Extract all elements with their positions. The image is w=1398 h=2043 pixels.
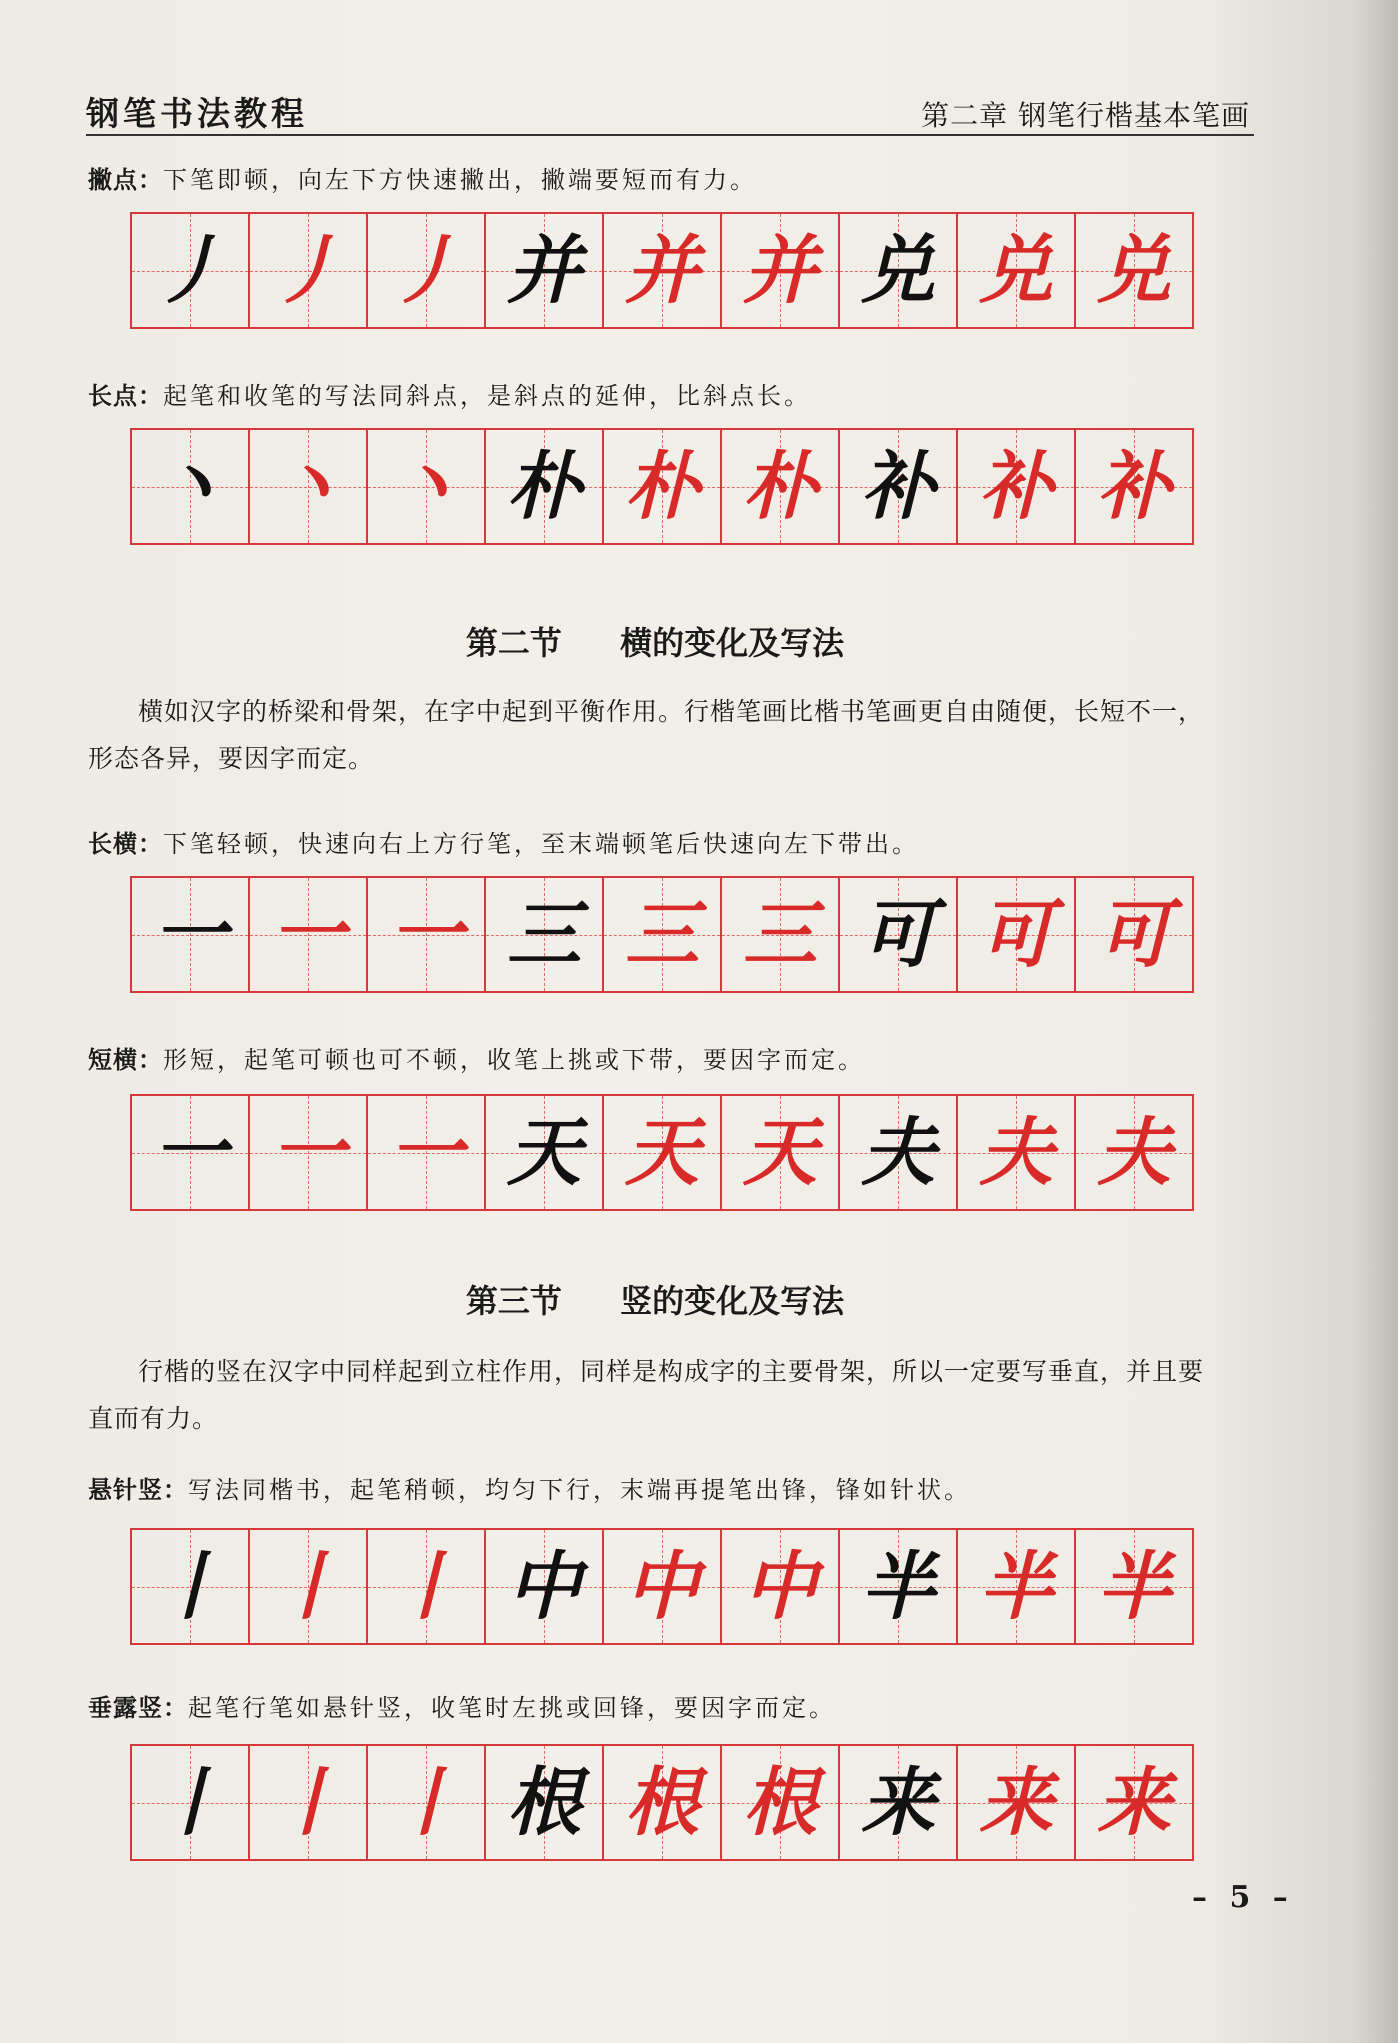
practice-grid [130, 428, 1194, 545]
grid-cell [840, 214, 958, 327]
grid-cell [132, 878, 250, 991]
grid-cell [368, 214, 486, 327]
grid-cell [250, 1096, 368, 1209]
grid-cell [368, 1096, 486, 1209]
trace-character: 丨 [271, 1759, 345, 1846]
section-title: 第三节 竖的变化及写法 [465, 1282, 845, 1320]
grid-cell [368, 878, 486, 991]
trace-character: 可 [1097, 891, 1171, 978]
model-character: 天 [507, 1109, 581, 1196]
trace-character: 丿 [389, 227, 463, 314]
stroke-description: 写法同楷书，起笔稍顿，均匀下行，末端再提笔出锋，锋如针状。 [188, 1476, 971, 1504]
grid-cell [1076, 1096, 1192, 1209]
section-title: 第二节 横的变化及写法 [465, 624, 845, 662]
model-character: 丨 [153, 1759, 227, 1846]
grid-cell [486, 214, 604, 327]
trace-character: 并 [743, 227, 817, 314]
stroke-note [88, 1470, 971, 1505]
trace-character: 并 [625, 227, 699, 314]
stroke-name: 悬针竖： [88, 1476, 188, 1504]
trace-character: 一 [389, 1109, 463, 1196]
trace-character: 丿 [271, 227, 345, 314]
practice-grid [130, 1094, 1194, 1211]
trace-character: 根 [625, 1759, 699, 1846]
grid-cell [604, 878, 722, 991]
trace-character: 半 [1097, 1543, 1171, 1630]
trace-character: 朴 [625, 443, 699, 530]
model-character: 一 [153, 891, 227, 978]
grid-cell [840, 1096, 958, 1209]
model-character: 并 [507, 227, 581, 314]
trace-character: 兑 [1097, 227, 1171, 314]
stroke-name: 长横： [88, 830, 163, 858]
grid-cell [958, 214, 1076, 327]
trace-character: 一 [271, 891, 345, 978]
grid-cell [368, 1530, 486, 1643]
grid-cell [132, 1096, 250, 1209]
grid-cell [840, 1530, 958, 1643]
stroke-name: 垂露竖： [88, 1694, 188, 1722]
trace-character: 一 [389, 891, 463, 978]
trace-character: 丨 [271, 1543, 345, 1630]
model-character: 根 [507, 1759, 581, 1846]
grid-cell [132, 430, 250, 543]
grid-cell [604, 214, 722, 327]
trace-character: 天 [743, 1109, 817, 1196]
grid-cell [486, 1746, 604, 1859]
trace-character: 天 [625, 1109, 699, 1196]
grid-cell [722, 430, 840, 543]
chapter-title: 第二章 钢笔行楷基本笔画 [921, 99, 1250, 132]
model-character: 补 [861, 443, 935, 530]
grid-cell [368, 1746, 486, 1859]
grid-cell [604, 1530, 722, 1643]
trace-character: 朴 [743, 443, 817, 530]
trace-character: 补 [1097, 443, 1171, 530]
model-character: 一 [153, 1109, 227, 1196]
trace-character: 一 [271, 1109, 345, 1196]
grid-cell [132, 1746, 250, 1859]
practice-grid [130, 1744, 1194, 1861]
trace-character: 半 [979, 1543, 1053, 1630]
grid-cell [840, 1746, 958, 1859]
stroke-note [88, 824, 919, 859]
stroke-name: 撇点： [88, 166, 163, 194]
grid-cell [604, 1746, 722, 1859]
model-character: 朴 [507, 443, 581, 530]
grid-cell [1076, 430, 1192, 543]
practice-grid [130, 876, 1194, 993]
stroke-note [88, 1040, 865, 1075]
grid-cell [486, 878, 604, 991]
trace-character: 中 [743, 1543, 817, 1630]
model-character: 半 [861, 1543, 935, 1630]
trace-character: 丶 [389, 443, 463, 530]
grid-cell [840, 430, 958, 543]
grid-cell [958, 430, 1076, 543]
grid-cell [604, 1096, 722, 1209]
grid-cell [722, 878, 840, 991]
trace-character: 夫 [1097, 1109, 1171, 1196]
practice-grid [130, 1528, 1194, 1645]
grid-cell [958, 878, 1076, 991]
grid-cell [486, 430, 604, 543]
model-character: 丨 [153, 1543, 227, 1630]
trace-character: 补 [979, 443, 1053, 530]
trace-character: 丶 [271, 443, 345, 530]
grid-cell [486, 1530, 604, 1643]
model-character: 丿 [153, 227, 227, 314]
grid-cell [958, 1530, 1076, 1643]
model-character: 中 [507, 1543, 581, 1630]
model-character: 夫 [861, 1109, 935, 1196]
trace-character: 丨 [389, 1759, 463, 1846]
stroke-note [88, 376, 811, 411]
page-number: – 5 – [1192, 1880, 1294, 1915]
section-intro: 行楷的竖在汉字中同样起到立柱作用，同样是构成字的主要骨架，所以一定要写垂直，并且要直而有力。 [88, 1357, 1205, 1433]
grid-cell [958, 1096, 1076, 1209]
practice-grid [130, 212, 1194, 329]
stroke-description: 下笔即顿，向左下方快速撇出，撇端要短而有力。 [163, 166, 757, 194]
header-divider [86, 134, 1254, 136]
trace-character: 兑 [979, 227, 1053, 314]
grid-cell [604, 430, 722, 543]
trace-character: 根 [743, 1759, 817, 1846]
stroke-description: 起笔和收笔的写法同斜点，是斜点的延伸，比斜点长。 [163, 382, 811, 410]
model-character: 来 [861, 1759, 935, 1846]
stroke-name: 短横： [88, 1046, 163, 1074]
model-character: 三 [507, 891, 581, 978]
grid-cell [250, 878, 368, 991]
trace-character: 来 [979, 1759, 1053, 1846]
trace-character: 三 [743, 891, 817, 978]
model-character: 可 [861, 891, 935, 978]
grid-cell [840, 878, 958, 991]
grid-cell [1076, 1746, 1192, 1859]
grid-cell [722, 1096, 840, 1209]
stroke-note [88, 160, 757, 195]
grid-cell [132, 1530, 250, 1643]
stroke-note [88, 1688, 836, 1723]
grid-cell [1076, 878, 1192, 991]
grid-cell [958, 1746, 1076, 1859]
grid-cell [132, 214, 250, 327]
trace-character: 中 [625, 1543, 699, 1630]
grid-cell [722, 1530, 840, 1643]
book-title: 钢笔书法教程 [86, 94, 308, 133]
grid-cell [250, 214, 368, 327]
trace-character: 丨 [389, 1543, 463, 1630]
grid-cell [486, 1096, 604, 1209]
grid-cell [368, 430, 486, 543]
model-character: 丶 [153, 443, 227, 530]
stroke-description: 起笔行笔如悬针竖，收笔时左挑或回锋，要因字而定。 [188, 1694, 836, 1722]
grid-cell [722, 1746, 840, 1859]
model-character: 兑 [861, 227, 935, 314]
grid-cell [250, 1530, 368, 1643]
section-intro: 横如汉字的桥梁和骨架，在字中起到平衡作用。行楷笔画比楷书笔画更自由随便，长短不一，形态各异，要因字而定。 [88, 697, 1205, 773]
grid-cell [1076, 214, 1192, 327]
trace-character: 来 [1097, 1759, 1171, 1846]
grid-cell [722, 214, 840, 327]
grid-cell [1076, 1530, 1192, 1643]
stroke-description: 下笔轻顿，快速向右上方行笔，至末端顿笔后快速向左下带出。 [163, 830, 919, 858]
trace-character: 夫 [979, 1109, 1053, 1196]
stroke-name: 长点： [88, 382, 163, 410]
grid-cell [250, 430, 368, 543]
trace-character: 三 [625, 891, 699, 978]
stroke-description: 形短，起笔可顿也可不顿，收笔上挑或下带，要因字而定。 [163, 1046, 865, 1074]
trace-character: 可 [979, 891, 1053, 978]
grid-cell [250, 1746, 368, 1859]
